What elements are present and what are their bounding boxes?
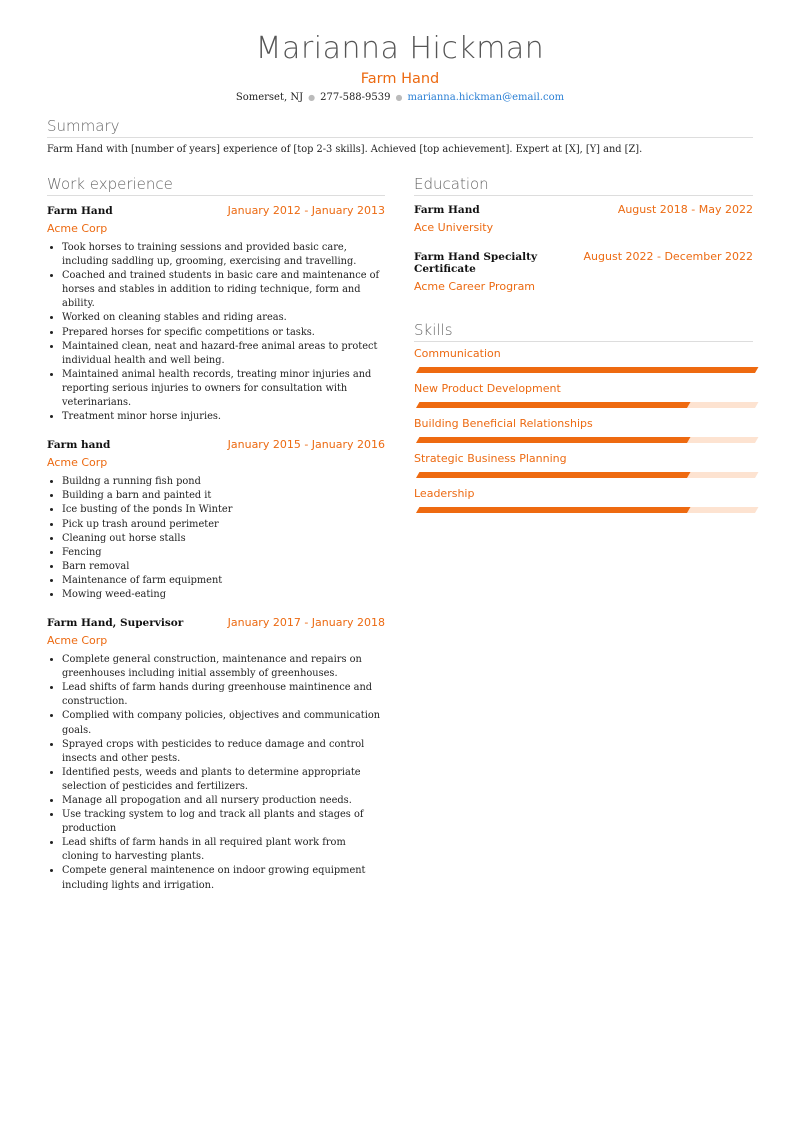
job-bullet: • Took horses to training sessions and provided basic care, including saddling up, grooming, exercising and travelling. xyxy=(62,241,385,269)
education-dates: August 2018 - May 2022 xyxy=(617,203,753,216)
job-bullet: • Treatment minor horse injuries. xyxy=(62,410,385,424)
skill-level-bar xyxy=(416,402,758,408)
job-dates: January 2012 - January 2013 xyxy=(227,204,385,217)
job-bullet: • Maintained clean, neat and hazard-free animal areas to protect individual health and well being. xyxy=(62,340,385,368)
job-company: Acme Corp xyxy=(47,634,108,648)
job-bullet: • Complied with company policies, objectives and communication goals. xyxy=(62,709,385,737)
skill-level-bar xyxy=(416,367,758,373)
job-bullet: • Coached and trained students in basic care and maintenance of horses and stables in addition to riding technique, form and ability. xyxy=(62,269,385,311)
job-entry xyxy=(47,616,385,893)
skill-entry xyxy=(414,346,753,373)
job-bullets xyxy=(47,653,385,893)
job-company: Acme Corp xyxy=(47,222,108,235)
job-bullet: • Prepared horses for specific competitions or tasks. xyxy=(62,326,385,340)
right-column xyxy=(414,174,753,513)
job-bullet: • Building a barn and painted it xyxy=(62,489,385,503)
summary-text: Farm Hand with [number of years] experience of [top 2-3 skills]. Achieved [top achievement]. Expert at [X], [Y] and [Z]. xyxy=(47,144,643,155)
job-bullet: • Use tracking system to log and track all plants and stages of production xyxy=(62,808,385,836)
job-bullet: • Worked on cleaning stables and riding areas. xyxy=(62,311,385,325)
job-bullet: • Pick up trash around perimeter xyxy=(62,518,385,532)
job-bullet: • Complete general construction, maintenance and repairs on greenhouses including initial assembly of greenhouses. xyxy=(62,653,385,681)
summary-section xyxy=(47,116,753,157)
skill-list xyxy=(414,346,753,513)
job-bullet: • Buildng a running fish pond xyxy=(62,475,385,489)
work-experience-section xyxy=(47,174,385,893)
job-bullet: • Maintenance of farm equipment xyxy=(62,574,385,588)
job-title: Farm Hand xyxy=(47,205,113,217)
job-dates: January 2017 - January 2018 xyxy=(227,616,385,630)
education-entry xyxy=(414,203,753,236)
job-bullet: • Fencing xyxy=(62,546,385,560)
email-link[interactable]: marianna.hickman@email.com xyxy=(407,92,565,103)
skill-level-bar xyxy=(416,472,758,478)
skill-entry xyxy=(414,486,753,513)
skill-name: Building Beneficial Relationships xyxy=(414,417,593,430)
summary-heading: Summary xyxy=(47,116,753,138)
job-bullets xyxy=(47,475,385,602)
skill-entry xyxy=(414,416,753,443)
job-header xyxy=(47,616,385,629)
education-heading: Education xyxy=(414,174,753,196)
education-title: Farm Hand Specialty Certificate xyxy=(414,251,538,275)
education-list xyxy=(414,203,753,295)
job-header xyxy=(47,204,385,217)
education-school: Acme Career Program xyxy=(414,280,536,293)
education-header xyxy=(414,250,753,275)
skill-level-fill xyxy=(416,402,691,408)
job-bullet: • Identified pests, weeds and plants to determine appropriate selection of pesticides and fertilizers. xyxy=(62,766,385,794)
skill-entry xyxy=(414,451,753,478)
contact-line xyxy=(0,91,800,105)
job-title: Farm Hand, Supervisor xyxy=(47,617,184,630)
job-bullet: • Ice busting of the ponds In Winter xyxy=(62,503,385,517)
education-dates: August 2022 - December 2022 xyxy=(583,250,753,263)
job-list xyxy=(47,204,385,893)
skill-level-fill xyxy=(416,437,691,443)
job-bullet: • Cleaning out horse stalls xyxy=(62,532,385,546)
education-entry xyxy=(414,250,753,295)
skill-name: Communication xyxy=(414,347,501,360)
education-header xyxy=(414,203,753,216)
location: Somerset, NJ xyxy=(235,92,304,103)
resume-header xyxy=(0,30,800,105)
separator-dot-icon: ● xyxy=(308,93,316,102)
skill-name: Leadership xyxy=(414,487,475,500)
skill-entry xyxy=(414,381,753,408)
work-experience-heading: Work experience xyxy=(47,174,385,196)
skill-name: Strategic Business Planning xyxy=(414,452,567,465)
skill-level-fill xyxy=(416,507,691,513)
separator-dot-icon: ● xyxy=(395,93,403,102)
skill-level-bar xyxy=(416,437,758,443)
job-dates: January 2015 - January 2016 xyxy=(227,438,385,452)
job-bullet: • Sprayed crops with pesticides to reduce damage and control insects and other pests. xyxy=(62,738,385,766)
job-header xyxy=(47,438,385,451)
job-bullet: • Manage all propogation and all nursery production needs. xyxy=(62,794,385,808)
skills-heading: Skills xyxy=(414,320,753,342)
job-bullet: • Lead shifts of farm hands in all required plant work from cloning to harvesting plants. xyxy=(62,836,385,864)
skills-section xyxy=(414,320,753,513)
job-title: Farm hand xyxy=(47,439,111,452)
candidate-title: Farm Hand xyxy=(360,71,440,87)
skill-name: New Product Development xyxy=(414,382,561,395)
job-bullet: • Compete general maintenence on indoor growing equipment including lights and irrigation. xyxy=(62,864,385,892)
education-section xyxy=(414,174,753,295)
candidate-name: Marianna Hickman xyxy=(255,31,545,66)
skill-level-fill xyxy=(416,472,691,478)
job-bullet: • Lead shifts of farm hands during greenhouse maintinence and construction. xyxy=(62,681,385,709)
job-company: Acme Corp xyxy=(47,456,108,470)
skill-level-bar xyxy=(416,507,758,513)
education-title: Farm Hand xyxy=(414,204,480,216)
education-school: Ace University xyxy=(414,221,494,234)
job-entry xyxy=(47,204,385,424)
job-bullets xyxy=(47,241,385,424)
job-entry xyxy=(47,438,385,602)
phone: 277-588-9539 xyxy=(320,92,391,103)
job-bullet: • Barn removal xyxy=(62,560,385,574)
job-bullet: • Mowing weed-eating xyxy=(62,588,385,602)
job-bullet: • Maintained animal health records, treating minor injuries and reporting serious injuries to owners for consultation with veterinarians. xyxy=(62,368,385,410)
skill-level-fill xyxy=(416,367,758,373)
